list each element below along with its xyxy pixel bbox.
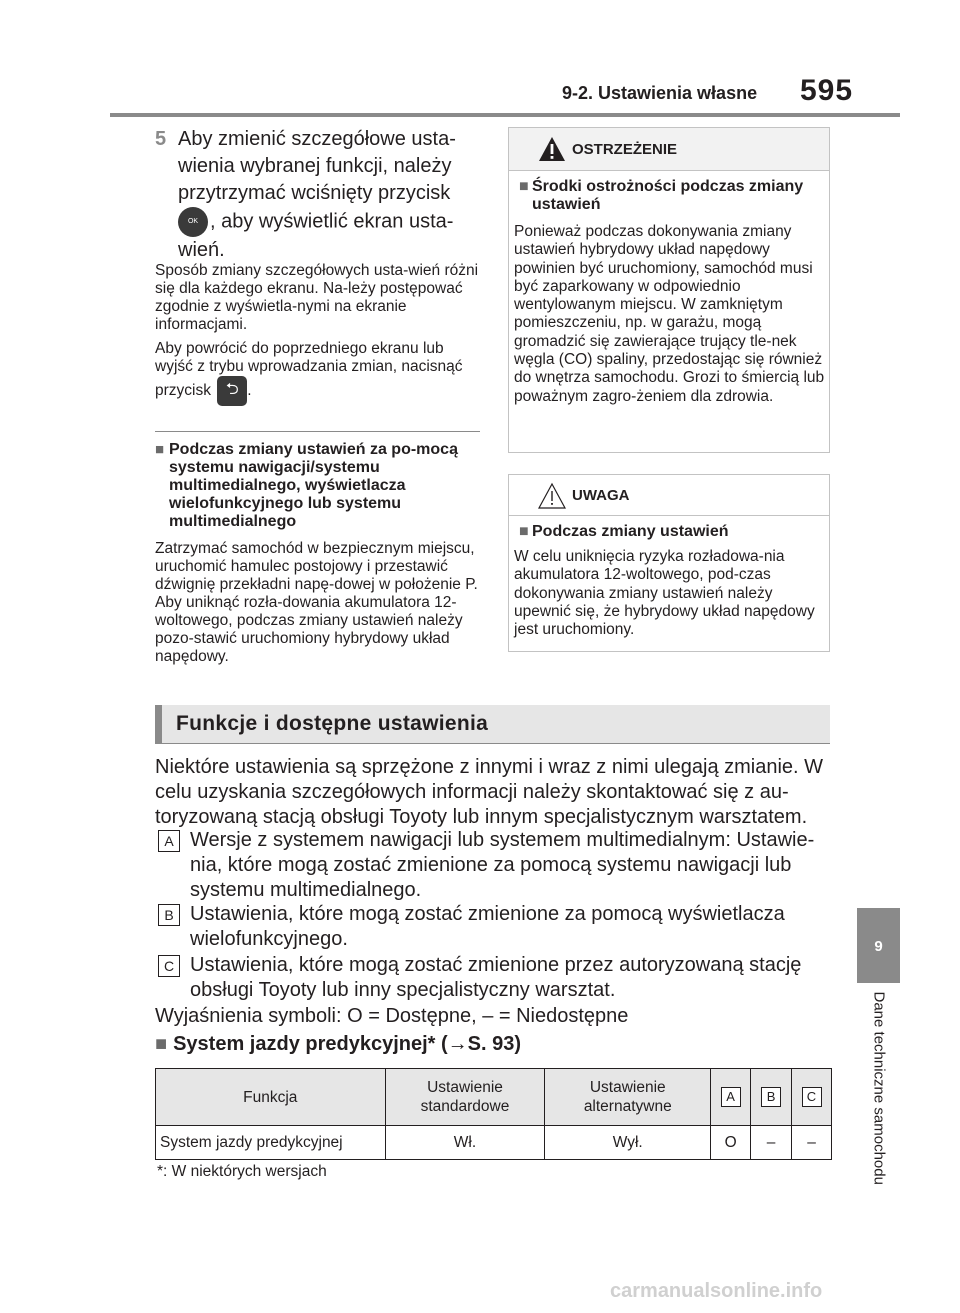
- watermark: carmanualsonline.info: [610, 1280, 823, 1302]
- label-box-b: B: [158, 904, 180, 926]
- table-header-row: [156, 1069, 832, 1126]
- table-header: [711, 1069, 751, 1126]
- symbol-legend: Wyjaśnienia symboli: O = Dostępne, – = Niedostępne: [155, 1005, 629, 1027]
- square-bullet-icon: ■: [519, 178, 529, 195]
- warning-body: Ponieważ podczas dokonywania zmiany ustawień hybrydowy układ napędowy powinien być uruchomiony, samochód musi być zaparkowany w odpowiednio wentylowanym miejscu. W zamkniętym pomieszczeniu, np. w garażu, mogą gromadzić się zawierające trujący tle-nek węgla (CO) spaliny, przedostając się również do wnętrza samochodu. Grozi to śmiercią lub poważnym zagro-żeniem dla zdrowia.: [514, 223, 825, 405]
- square-bullet-icon: ■: [155, 441, 165, 458]
- label-box-c: C: [158, 955, 180, 977]
- left-subsection-body: Zatrzymać samochód w bezpiecznym miejscu, uruchomić hamulec postojowy i przestawić dźwignię przekładni napę-dowej w położenie P. Aby uniknąć rozła-dowania akumulatora 12-woltowego, podczas zmiany ustawień należy pozo-stawić uruchomiony hybrydowy układ napędowy.: [155, 540, 478, 665]
- label-box-b: B: [761, 1087, 781, 1107]
- note-paragraph-2-text: Aby powrócić do poprzedniego ekranu lub wyjść z trybu wprowadzania zmian, nacisnąć przycisk: [155, 340, 463, 400]
- table-cell: O: [711, 1126, 751, 1160]
- caution-subheading-text: Podczas zmiany ustawień: [532, 523, 729, 540]
- section-title: Funkcje i dostępne ustawienia: [176, 712, 489, 735]
- note-paragraph-1: Sposób zmiany szczegółowych usta-wień różni się dla każdego ekranu. Na-leży postępować zgodnie z wyświetla-nymi na ekranie informacjami.: [155, 262, 479, 333]
- table-header: Funkcja: [156, 1069, 386, 1126]
- chapter-tab: [857, 908, 900, 983]
- system-heading-text: System jazdy predykcyjnej* (→S. 93): [173, 1033, 522, 1055]
- back-button-icon: ⮌: [217, 376, 247, 406]
- step-number: 5: [155, 128, 167, 150]
- table-header: Ustawienie standardowe: [385, 1069, 545, 1126]
- step-text-after: , aby wyświetlić ekran usta-wień.: [178, 210, 454, 261]
- caution-title: UWAGA: [572, 487, 630, 504]
- square-bullet-icon: ■: [155, 1033, 168, 1055]
- section-intro: Niektóre ustawienia są sprzężone z innymi i wraz z nimi ulegają zmianie. W celu uzyskania szczegółowych informacji należy skontaktować się z au-toryzowaną stacją obsługi Toyoty lub innym specjalistycznym warsztatem.: [155, 756, 824, 828]
- warning-subheading-text: Środki ostrożności podczas zmiany ustawień: [532, 178, 804, 213]
- note-paragraph-2-end: .: [247, 382, 252, 400]
- table-header: [792, 1069, 832, 1126]
- table-cell: Wył.: [545, 1126, 711, 1160]
- table-row: [156, 1126, 832, 1160]
- section-header-title: 9-2. Ustawienia własne: [562, 83, 758, 103]
- caution-box-header: [509, 475, 829, 516]
- note-paragraph-2: [155, 340, 480, 406]
- header-divider: [110, 113, 900, 117]
- table-header: [751, 1069, 792, 1126]
- list-item-text: Ustawienia, które mogą zostać zmienione przez autoryzowaną stację obsługi Toyoty lub inny specjalistyczny warsztat.: [190, 954, 802, 1001]
- step-text-before: Aby zmienić szczegółowe usta-wienia wybranej funkcji, należy przytrzymać wciśnięty przycisk: [178, 128, 456, 204]
- warning-subheading: [519, 178, 819, 214]
- label-box-a: A: [721, 1087, 741, 1107]
- page-number: 595: [800, 74, 854, 107]
- list-item-text: Wersje z systemem nawigacji lub systemem multimedialnym: Ustawie-nia, które mogą zostać zmienione za pomocą systemu nawigacji lub systemu multimedialnego.: [190, 829, 815, 901]
- section-heading-bar: [155, 705, 830, 743]
- table-cell: –: [792, 1126, 832, 1160]
- footnote: *: W niektórych wersjach: [157, 1163, 327, 1180]
- chapter-number: 9: [874, 938, 883, 955]
- caution-box: [508, 474, 830, 652]
- label-box-a: A: [158, 830, 180, 852]
- table-cell: System jazdy predykcyjnej: [156, 1126, 386, 1160]
- square-bullet-icon: ■: [519, 523, 529, 540]
- table-header: Ustawienie alternatywne: [545, 1069, 711, 1126]
- system-heading: [155, 1033, 521, 1056]
- list-item-text: Ustawienia, które mogą zostać zmienione za pomocą wyświetlacza wielofunkcyjnego.: [190, 903, 785, 950]
- ok-button-icon: OK: [178, 207, 208, 237]
- section-underline: [155, 743, 830, 744]
- table-cell: Wł.: [385, 1126, 545, 1160]
- table-cell: –: [751, 1126, 792, 1160]
- warning-title: OSTRZEŻENIE: [572, 141, 678, 158]
- left-subsection-heading-text: Podczas zmiany ustawień za po-mocą systemu nawigacji/systemu multimedialnego, wyświetlacza wielofunkcyjnego lub systemu multimedialnego: [169, 441, 458, 530]
- step-notes: [155, 262, 480, 412]
- warning-box: [508, 127, 830, 453]
- caution-subheading: [519, 523, 819, 541]
- chapter-label: [857, 991, 900, 1215]
- settings-table: [155, 1068, 832, 1160]
- warning-triangle-icon: [538, 135, 566, 163]
- left-subsection-heading: [155, 441, 480, 531]
- caution-body: W celu uniknięcia ryzyka rozładowa-nia akumulatora 12-woltowego, pod-czas dokonywania zmiany ustawień należy upewnić się, że hybrydowy układ napędowy jest uruchomiony.: [514, 548, 815, 639]
- caution-triangle-icon: [538, 482, 566, 510]
- left-divider: [155, 431, 480, 432]
- chapter-title: Dane techniczne samochodu: [870, 991, 888, 1185]
- step-text: [178, 126, 478, 264]
- warning-box-header: [509, 128, 829, 171]
- label-box-c: C: [802, 1087, 822, 1107]
